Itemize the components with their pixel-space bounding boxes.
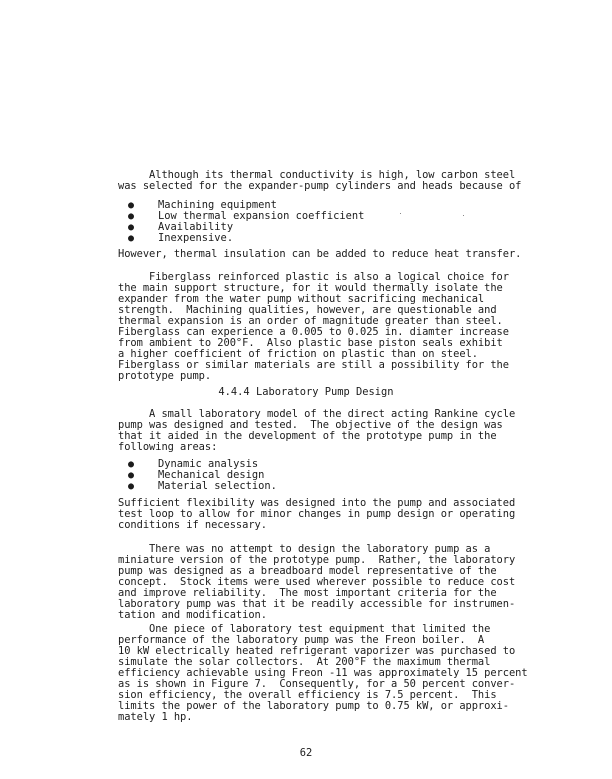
paragraph-lab-model xyxy=(118,408,516,453)
text-line: from ambient to 200°F. Also plastic base piston seals exhibit xyxy=(118,337,503,349)
text-line: efficiency achievable using Freon -11 was approximately 15 percent xyxy=(118,667,528,679)
bullet-icon: ● xyxy=(128,481,135,492)
text-line: that it aided in the development of the prototype pump in the xyxy=(118,430,497,442)
text-line: following areas: xyxy=(118,441,218,453)
bullet-icon: ● xyxy=(128,470,135,481)
text-line: simulate the solar collectors. At 200°F the maximum thermal xyxy=(118,656,491,668)
section-heading: 4.4.4 Laboratory Pump Design xyxy=(218,386,394,398)
paragraph-breadboard xyxy=(118,543,516,621)
bullet-icon: ● xyxy=(128,459,135,470)
text-line: performance of the laboratory pump was the Freon boiler. A xyxy=(118,634,485,646)
text-line: 10 kW electrically heated refrigerant vaporizer was purchased to xyxy=(118,645,516,657)
text-line: Sufficient flexibility was designed into the pump and associated xyxy=(118,497,516,509)
list-steel-reasons xyxy=(128,200,364,244)
text-line: sion efficiency, the overall efficiency is 7.5 percent. This xyxy=(118,689,497,701)
paragraph-steel-selection xyxy=(118,169,522,192)
paragraph-fiberglass xyxy=(118,271,509,382)
text-line: mately 1 hp. xyxy=(118,711,193,723)
bullet-icon: ● xyxy=(128,233,135,244)
text-line: a higher coefficient of friction on plastic than on steel. xyxy=(118,348,478,360)
text-line: There was no attempt to design the laboratory pump as a xyxy=(149,543,491,555)
bullet-icon: ● xyxy=(128,200,135,211)
list-item-text: Material selection. xyxy=(158,480,277,492)
list-item-text: Dynamic analysis xyxy=(158,458,259,470)
text-line: test loop to allow for minor changes in pump design or operating xyxy=(118,508,516,520)
text-line: One piece of laboratory test equipment that limited the xyxy=(149,623,491,635)
text-line: limits the power of the laboratory pump to 0.75 kW, or approxi- xyxy=(118,700,509,712)
list-item-text: Inexpensive. xyxy=(158,232,234,244)
page-number: 62 xyxy=(299,747,313,759)
scan-speck xyxy=(400,213,401,214)
list-item xyxy=(128,481,277,492)
text-line: A small laboratory model of the direct acting Rankine cycle xyxy=(149,408,516,420)
text-line: Although its thermal conductivity is high, low carbon steel xyxy=(149,169,516,181)
text-line: and improve reliability. The most important criteria for the xyxy=(118,587,497,599)
list-item-text: Low thermal expansion coefficient xyxy=(158,210,365,222)
text-line: strength. Machining qualities, however, are questionable and xyxy=(118,304,497,316)
paragraph-insulation xyxy=(118,248,522,260)
list-item-text: Machining equipment xyxy=(158,199,277,211)
list-item-text: Mechanical design xyxy=(158,469,265,481)
text-line: laboratory pump was that it be readily accessible for instrumen- xyxy=(118,598,516,610)
text-line: Fiberglass or similar materials are still a possibility for the xyxy=(118,359,509,371)
bullet-icon: ● xyxy=(128,211,135,222)
bullet-icon: ● xyxy=(128,222,135,233)
list-item-text: Availability xyxy=(158,221,234,233)
list-design-areas xyxy=(128,459,277,492)
text-line: as is shown in Figure 7. Consequently, for a 50 percent conver- xyxy=(118,678,516,690)
scan-speck xyxy=(463,215,464,216)
text-line: Fiberglass can experience a 0.005 to 0.025 in. diamter increase xyxy=(118,326,509,338)
text-line: concept. Stock items were used wherever possible to reduce cost xyxy=(118,576,516,588)
text-line: pump was designed and tested. The objective of the design was xyxy=(118,419,503,431)
paragraph-freon-boiler xyxy=(118,623,528,723)
list-item xyxy=(128,233,364,244)
paragraph-flexibility xyxy=(118,497,516,531)
text-line: thermal expansion is an order of magnitude greater than steel. xyxy=(118,315,503,327)
text-line: conditions if necessary. xyxy=(118,519,267,531)
text-line: the main support structure, for it would thermally isolate the xyxy=(118,282,503,294)
text-line: tation and modification. xyxy=(118,609,267,621)
text-line: was selected for the expander-pump cylinders and heads because of xyxy=(118,180,522,192)
text-line: Fiberglass reinforced plastic is also a logical choice for xyxy=(149,271,509,283)
text-line: pump was designed as a breadboard model representative of the xyxy=(118,565,497,577)
text-line: expander from the water pump without sacrificing mechanical xyxy=(118,293,485,305)
text-line: prototype pump. xyxy=(118,370,212,382)
text-line: However, thermal insulation can be added to reduce heat transfer. xyxy=(118,248,522,260)
text-line: miniature version of the prototype pump. Rather, the laboratory xyxy=(118,554,516,566)
